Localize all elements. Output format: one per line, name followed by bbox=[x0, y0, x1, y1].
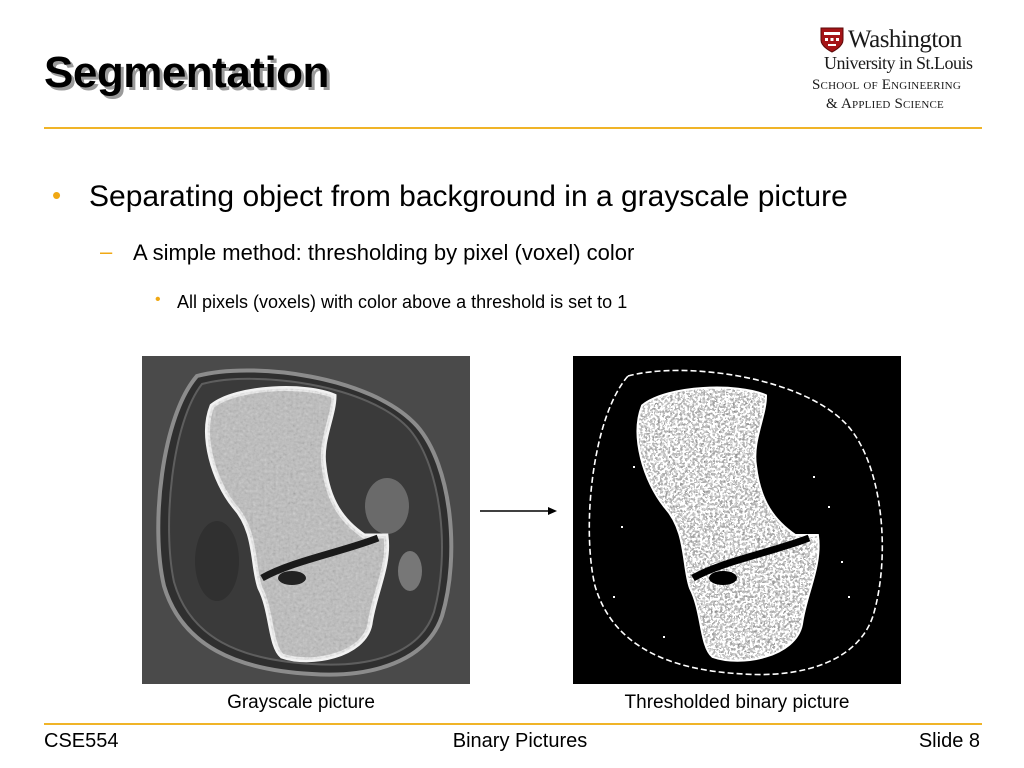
footer-topic: Binary Pictures bbox=[452, 730, 588, 752]
bullet-text: A simple method: thresholding by pixel (voxel) color bbox=[133, 240, 635, 265]
bullet-marker: • bbox=[155, 291, 161, 308]
shield-icon bbox=[820, 27, 844, 53]
grayscale-image bbox=[142, 356, 470, 684]
university-logo bbox=[812, 24, 984, 116]
binary-image bbox=[573, 356, 901, 684]
footer-slide-number: Slide 8 bbox=[918, 730, 980, 752]
footer-divider bbox=[44, 723, 982, 725]
bullet-text: All pixels (voxels) with color above a threshold is set to 1 bbox=[177, 292, 628, 312]
bullet-text: Separating object from background in a grayscale picture bbox=[89, 180, 848, 213]
logo-line-school: School of Engineering bbox=[812, 77, 961, 93]
grayscale-caption: Grayscale picture bbox=[227, 692, 375, 713]
bullet-marker: • bbox=[52, 180, 62, 210]
logo-line-washington: Washington bbox=[848, 26, 962, 53]
slide-title: Segmentation bbox=[44, 48, 329, 97]
logo-line-university: University in St.Louis bbox=[824, 53, 973, 73]
bullet-marker: – bbox=[100, 239, 113, 264]
logo-line-applied-science: & Applied Science bbox=[826, 96, 944, 112]
header-divider bbox=[44, 127, 982, 129]
binary-caption: Thresholded binary picture bbox=[624, 692, 850, 713]
footer-course: CSE554 bbox=[44, 730, 119, 752]
arrow-icon bbox=[480, 503, 558, 519]
